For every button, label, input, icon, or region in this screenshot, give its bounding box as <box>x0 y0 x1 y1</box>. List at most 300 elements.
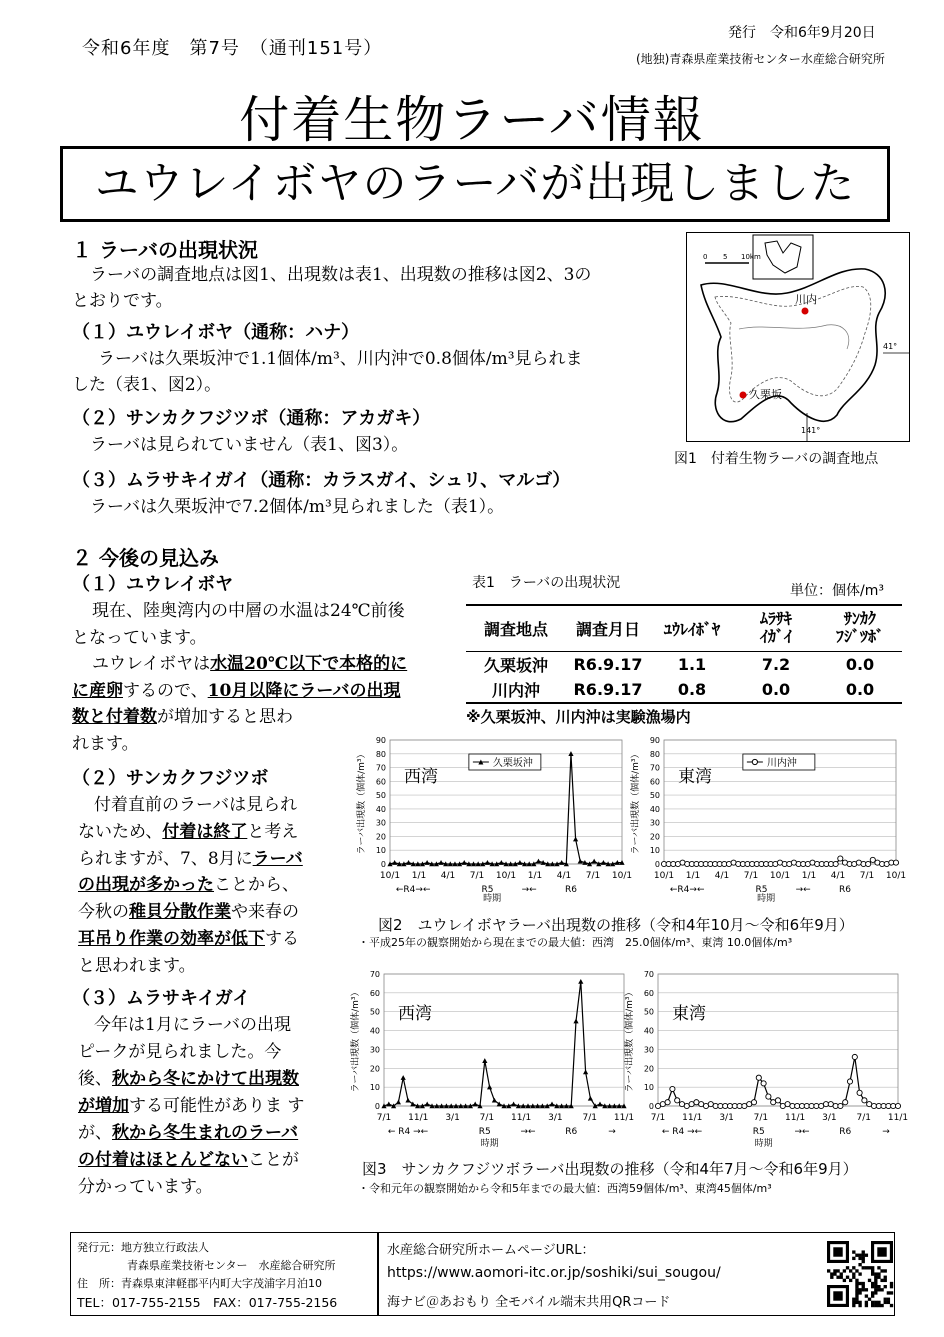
section1-intro-cont: とおりです。 <box>72 291 173 311</box>
qr-module <box>890 1291 893 1294</box>
publisher: (地独)青森県産業技術センター水産総合研究所 <box>636 52 885 66</box>
qr-module <box>884 1276 887 1279</box>
x-tick-label: 1/1 <box>685 871 701 881</box>
qr-module <box>836 1276 839 1279</box>
data-point <box>775 1098 780 1103</box>
qr-module <box>868 1279 871 1282</box>
y-tick-label: 50 <box>375 791 386 801</box>
inset-map <box>753 235 813 279</box>
s2-s3-line5a: が、 <box>78 1123 112 1143</box>
s2-s1-line5a: 数と付着数 <box>72 707 157 727</box>
s2-s3-line2: ピークが見られました。今 <box>78 1042 282 1062</box>
qr-module <box>862 1257 865 1260</box>
y-tick-label: 0 <box>374 1102 380 1111</box>
footer-publisher: 発行元：地方独立行政法人 <box>77 1241 209 1254</box>
table-header-date: 調査月日 <box>575 619 640 639</box>
x-tick-label: 11/1 <box>682 1113 703 1123</box>
region-label: 西湾 <box>404 767 438 788</box>
y-tick-label: 60 <box>649 777 660 787</box>
qr-module <box>846 1276 849 1279</box>
qr-module <box>871 1304 874 1307</box>
x-tick-label: 7/1 <box>585 871 601 881</box>
x-tick-label: 4/1 <box>830 871 846 881</box>
period-label: R5 <box>752 1127 765 1137</box>
table-cell: R6.9.17 <box>573 654 643 674</box>
fig3-east-chart <box>624 966 914 1152</box>
table-header-barnacle: ｻﾝｶｸ ﾌｼﾞﾂﾎﾞ <box>835 609 884 647</box>
x-tick-label: 4/1 <box>556 871 572 881</box>
qr-module <box>855 1285 858 1288</box>
qr-module <box>871 1272 874 1275</box>
qr-module <box>855 1254 858 1257</box>
qr-module <box>855 1269 858 1272</box>
period-label: ←R4→← <box>669 885 705 895</box>
x-tick-label: 10/1 <box>495 871 517 881</box>
qr-module <box>830 1276 833 1279</box>
qr-module <box>871 1301 874 1304</box>
s2-s2-line2c: と考え <box>247 821 299 842</box>
period-label: ← R4 →← <box>661 1127 703 1137</box>
s2-s2-line5a: 今秋の <box>78 902 129 923</box>
s2-s2-line1: 付着直前のラーバは見られ <box>94 795 298 815</box>
s2-s2-line5b: 稚貝分散作業 <box>129 902 231 923</box>
data-point <box>833 861 838 866</box>
qr-module <box>852 1276 855 1279</box>
data-point <box>761 1081 766 1086</box>
s2-s2-line6a: 耳吊り作業の効率が低下 <box>78 928 265 949</box>
data-point <box>499 860 504 865</box>
data-point <box>386 1102 391 1107</box>
y-tick-label: 20 <box>375 832 386 842</box>
s2-s1-line1: 現在、陸奥湾内の中層の水温は24℃前後 <box>92 601 405 621</box>
qr-module <box>874 1276 877 1279</box>
qr-module <box>887 1301 890 1304</box>
x-tick-label: 1/1 <box>527 871 543 881</box>
data-point <box>670 1086 675 1091</box>
x-tick-label: 10/1 <box>769 871 791 881</box>
y-tick-label: 50 <box>643 1007 654 1017</box>
qr-module <box>833 1269 836 1272</box>
data-point <box>511 1102 516 1107</box>
x-axis-label: 時期 <box>754 1139 773 1149</box>
s2-s3-line6b: ことが <box>248 1150 299 1170</box>
s2-s3-line4a: が増加 <box>78 1096 129 1116</box>
qr-module <box>849 1269 852 1272</box>
scale-label-5: 5 <box>723 253 728 261</box>
qr-module <box>871 1266 874 1269</box>
qr-code-icon[interactable] <box>827 1241 893 1307</box>
y-axis-label: ラーバ出現数（個体/m³） <box>357 749 367 855</box>
y-tick-label: 0 <box>648 1102 654 1111</box>
data-point <box>843 1100 848 1105</box>
x-tick-label: 1/1 <box>801 871 817 881</box>
qr-finder-core <box>877 1247 886 1256</box>
x-tick-label: 3/1 <box>548 1113 563 1123</box>
table-header-mussel: ﾑﾗｻｷ ｲｶﾞｲ <box>759 609 792 647</box>
s2-s3-line4b: する可能性がありま す <box>129 1096 305 1116</box>
data-point <box>592 859 597 864</box>
survey-map <box>686 232 910 442</box>
s2-s3-line6a: の付着はほとんどない <box>78 1150 248 1170</box>
period-label: → <box>608 1127 616 1137</box>
qr-module <box>836 1269 839 1272</box>
qr-module <box>884 1301 887 1304</box>
data-point <box>838 856 843 861</box>
y-tick-label: 20 <box>369 1064 380 1074</box>
x-tick-label: 7/1 <box>479 1113 495 1123</box>
x-tick-label: 1/1 <box>411 871 427 881</box>
data-point <box>766 1094 771 1099</box>
data-point <box>462 860 467 865</box>
table-cell: R6.9.17 <box>573 680 643 699</box>
qr-module <box>862 1254 865 1257</box>
table-cell: 0.0 <box>845 680 875 699</box>
qr-module <box>855 1282 858 1285</box>
data-point <box>601 860 606 865</box>
qr-module <box>871 1294 874 1297</box>
data-point <box>578 979 583 984</box>
s2-s2-line5c: や来春の <box>231 902 299 923</box>
data-point <box>588 1096 593 1101</box>
legend-label: 久栗坂沖 <box>492 758 533 769</box>
s2-s1-line3a: ユウレイボヤは <box>92 654 211 674</box>
qr-module <box>874 1282 877 1285</box>
s2-s1-line2: となっています。 <box>72 627 207 648</box>
qr-module <box>874 1301 877 1304</box>
s2-s1-line4b: するので、 <box>123 680 208 701</box>
period-label: →← <box>520 1127 536 1137</box>
data-point <box>675 1098 680 1103</box>
s2-species3-paragraph <box>78 1012 348 1201</box>
region-label: 東湾 <box>672 1003 706 1024</box>
figure3-caption: 図3 サンカクフジツボラーバ出現数の推移（令和4年7月～令和6年9月） <box>362 1160 858 1178</box>
mutsu-bay-map <box>687 233 909 441</box>
footer-qr-text: 海ナビ＠あおもり 全モバイル端末共用QRコード <box>387 1295 671 1310</box>
y-tick-label: 0 <box>380 860 386 869</box>
s1-species3-text: ラーバは久栗坂沖で7.2個体/m³見られました（表1）。 <box>90 497 505 517</box>
footer-url[interactable]: https://www.aomori-itc.or.jp/soshiki/sui_sougou/ <box>387 1265 721 1281</box>
x-tick-label: 11/1 <box>408 1113 429 1123</box>
period-label: R6 <box>565 1127 578 1137</box>
qr-module <box>874 1285 877 1288</box>
qr-module <box>830 1272 833 1275</box>
x-tick-label: 4/1 <box>714 871 730 881</box>
qr-module <box>862 1250 865 1253</box>
y-tick-label: 30 <box>375 818 386 828</box>
qr-module <box>874 1291 877 1294</box>
qr-module <box>868 1298 871 1301</box>
period-label: R6 <box>838 885 851 895</box>
x-tick-label: 7/1 <box>859 871 875 881</box>
qr-module <box>855 1301 858 1304</box>
data-point <box>583 1069 588 1074</box>
y-tick-label: 80 <box>375 749 386 759</box>
s2-s1-line6: れます。 <box>72 733 139 754</box>
x-axis-label: 時期 <box>757 894 776 904</box>
y-tick-label: 10 <box>649 846 660 856</box>
y-tick-label: 20 <box>649 832 660 842</box>
fig2-west-chart <box>350 732 632 902</box>
s2-s2-line4b: ことから、 <box>214 875 299 896</box>
qr-module <box>862 1288 865 1291</box>
s2-s1-line4c: 10月以降にラーバの出現 <box>207 680 401 701</box>
footer-phone: TEL：017-755-2155 FAX：017-755-2156 <box>77 1295 338 1310</box>
s2-s2-line3b: ラーバ <box>252 848 303 869</box>
qr-module <box>865 1301 868 1304</box>
data-point <box>425 860 430 865</box>
s2-s3-line5b: 秋から冬生まれのラーバ <box>112 1123 299 1143</box>
s2-s3-line3b: 秋から冬にかけて出現数 <box>112 1069 299 1089</box>
x-tick-label: 11/1 <box>613 1113 635 1123</box>
x-tick-label: 3/1 <box>719 1113 734 1123</box>
qr-module <box>874 1272 877 1275</box>
qr-module <box>880 1269 883 1272</box>
y-tick-label: 60 <box>369 988 380 998</box>
table-cell: 1.1 <box>677 654 707 674</box>
x-tick-label: 3/1 <box>445 1113 460 1123</box>
qr-module <box>840 1276 843 1279</box>
y-tick-label: 70 <box>643 970 654 979</box>
s1-species3-heading: （３）ムラサキイガイ（通称：カラスガイ、シュリ、マルゴ） <box>72 470 571 491</box>
x-tick-label: 3/1 <box>822 1113 837 1123</box>
qr-module <box>890 1285 893 1288</box>
qr-module <box>880 1304 883 1307</box>
data-point <box>549 1102 554 1107</box>
x-tick-label: 4/1 <box>440 871 456 881</box>
period-label: →← <box>795 885 811 895</box>
legend-marker <box>752 759 757 764</box>
y-tick-label: 70 <box>375 763 386 773</box>
x-tick-label: 10/1 <box>611 871 633 881</box>
qr-module <box>884 1285 887 1288</box>
footer-org: 青森県産業技術センター 水産総合研究所 <box>127 1259 336 1272</box>
longitude-label: 141° <box>801 426 821 435</box>
data-point <box>866 861 871 866</box>
period-label: R5 <box>478 1127 491 1137</box>
table-row <box>466 651 902 677</box>
s1-species1-heading: （１）ユウレイボヤ（通称：ハナ） <box>72 322 360 343</box>
y-tick-label: 90 <box>375 736 386 745</box>
qr-module <box>852 1301 855 1304</box>
s1-species2-heading: （２）サンカクフジツボ（通称：アカガキ） <box>72 408 431 429</box>
data-point <box>438 860 443 865</box>
table-cell: 久栗坂沖 <box>483 655 548 675</box>
qr-finder-core <box>833 1247 842 1256</box>
s2-s2-line7: と思われます。 <box>78 955 196 976</box>
table1-title: 表1 ラーバの出現状況 <box>472 575 621 591</box>
data-point <box>862 1098 867 1103</box>
region-label: 東湾 <box>678 767 712 788</box>
section1-heading: １ ラーバの出現状況 <box>72 238 258 262</box>
section1-intro: ラーバの調査地点は図1、出現数は表1、出現数の推移は図2、3の <box>90 265 592 285</box>
qr-module <box>858 1288 861 1291</box>
qr-module <box>858 1301 861 1304</box>
qr-module <box>843 1279 846 1282</box>
x-tick-label: 10/1 <box>379 871 401 881</box>
qr-module <box>877 1272 880 1275</box>
qr-module <box>852 1266 855 1269</box>
figure2-caption: 図2 ユウレイボヤラーバ出現数の推移（令和4年10月～令和6年9月） <box>378 916 854 934</box>
data-point <box>857 1090 862 1095</box>
qr-module <box>840 1272 843 1275</box>
y-tick-label: 70 <box>369 970 380 979</box>
s2-species1-heading: （１）ユウレイボヤ <box>72 574 234 595</box>
y-tick-label: 40 <box>643 1026 654 1036</box>
qr-module <box>862 1266 865 1269</box>
table1-note: ※久栗坂沖、川内沖は実験漁場内 <box>466 708 691 726</box>
qr-module <box>843 1269 846 1272</box>
y-tick-label: 70 <box>649 763 660 773</box>
qr-module <box>874 1304 877 1307</box>
qr-module <box>858 1272 861 1275</box>
bay-coastline <box>701 269 885 422</box>
s2-s3-line7: 分かっています。 <box>78 1177 213 1197</box>
x-tick-label: 7/1 <box>650 1113 666 1123</box>
latitude-label: 41° <box>883 342 898 351</box>
data-point <box>517 860 522 865</box>
x-tick-label: 11/1 <box>511 1113 532 1123</box>
publication-date: 発行 令和6年9月20日 <box>728 25 876 41</box>
qr-module <box>877 1266 880 1269</box>
qr-module <box>884 1269 887 1272</box>
qr-finder-core <box>833 1291 842 1300</box>
table-cell: 0.0 <box>845 654 875 674</box>
table-cell: 川内沖 <box>491 681 540 700</box>
x-tick-label: 7/1 <box>376 1113 392 1123</box>
qr-module <box>827 1269 830 1272</box>
s2-s2-line2b: 付着は終了 <box>162 821 248 842</box>
y-tick-label: 10 <box>643 1083 654 1093</box>
x-tick-label: 7/1 <box>582 1113 597 1123</box>
qr-module <box>871 1285 874 1288</box>
qr-module <box>890 1304 893 1307</box>
site-kuguriza-label: 久栗坂 <box>749 388 782 401</box>
qr-module <box>855 1298 858 1301</box>
data-point <box>751 1100 756 1105</box>
x-axis-label: 時期 <box>480 1139 499 1149</box>
site-kawauchi-marker <box>802 308 809 315</box>
headline-box: ユウレイボヤのラーバが出現しました <box>60 146 890 222</box>
y-axis-label: ラーバ出現数（個体/m³） <box>631 749 641 855</box>
x-tick-label: 7/1 <box>753 1113 769 1123</box>
data-point <box>559 860 564 865</box>
period-label: → <box>882 1127 890 1137</box>
footer-url-label: 水産総合研究所ホームページURL： <box>387 1243 595 1258</box>
x-tick-label: 7/1 <box>743 871 759 881</box>
table-header-site: 調査地点 <box>483 619 548 639</box>
qr-module <box>862 1260 865 1263</box>
data-point <box>536 859 541 864</box>
qr-module <box>877 1304 880 1307</box>
data-point <box>895 1103 900 1108</box>
scale-label-0: 0 <box>703 253 708 261</box>
s1-species2-text: ラーバは見られていません（表1、図3）。 <box>90 435 409 455</box>
newsletter-title: 付着生物ラーバ情報 <box>239 91 705 149</box>
legend-label: 川内沖 <box>766 758 797 769</box>
y-tick-label: 40 <box>649 804 660 814</box>
figure3-note: ・令和元年の観察開始から令和5年までの最大値：西湾59個体/m³、東湾45個体/m³ <box>358 1182 772 1195</box>
qr-module <box>855 1294 858 1297</box>
qr-module <box>852 1298 855 1301</box>
table1-unit: 単位：個体/m³ <box>790 583 884 599</box>
qr-module <box>849 1279 852 1282</box>
data-point <box>665 1100 670 1105</box>
data-point <box>578 859 583 864</box>
qr-module <box>855 1291 858 1294</box>
data-point <box>492 1098 497 1103</box>
qr-module <box>846 1266 849 1269</box>
period-label: ← R4 →← <box>387 1127 429 1137</box>
qr-module <box>852 1250 855 1253</box>
s1-species1-text: ラーバは久栗坂沖で1.1個体/m³、川内沖で0.8個体/m³見られま <box>98 349 583 369</box>
qr-module <box>852 1257 855 1260</box>
data-point <box>401 1075 406 1080</box>
qr-module <box>890 1282 893 1285</box>
region-label: 西湾 <box>398 1003 432 1024</box>
s2-species2-heading: （２）サンカクフジツボ <box>72 768 269 789</box>
table-row <box>466 677 902 703</box>
x-tick-label: 11/1 <box>785 1113 806 1123</box>
data-point <box>405 1098 410 1103</box>
qr-module <box>862 1282 865 1285</box>
table-cell: 0.8 <box>677 680 707 699</box>
qr-module <box>855 1288 858 1291</box>
y-tick-label: 30 <box>649 818 660 828</box>
y-tick-label: 80 <box>649 749 660 759</box>
s2-species3-heading: （３）ムラサキイガイ <box>72 988 251 1009</box>
footer-address: 住 所：青森県東津軽郡平内町大字茂浦字月泊10 <box>77 1277 322 1290</box>
data-point <box>485 860 490 865</box>
qr-module <box>858 1282 861 1285</box>
qr-module <box>858 1257 861 1260</box>
site-kuguriza-marker <box>740 392 747 399</box>
qr-module <box>871 1269 874 1272</box>
figure1-caption: 図1 付着生物ラーバの調査地点 <box>674 451 879 467</box>
data-point <box>838 1103 843 1108</box>
table-cell: 0.0 <box>761 680 791 699</box>
s2-species2-paragraph <box>78 792 348 980</box>
qr-module <box>858 1263 861 1266</box>
qr-module <box>877 1288 880 1291</box>
period-label: R5 <box>481 885 494 895</box>
footer-divider <box>377 1233 379 1315</box>
s2-s2-line6b: する <box>265 928 299 949</box>
y-tick-label: 60 <box>375 777 386 787</box>
s2-s1-line5b: が増加すると思わ <box>157 707 293 727</box>
issue-number: 令和6年度 第7号 （通刊151号） <box>82 38 383 59</box>
y-tick-label: 50 <box>649 791 660 801</box>
data-point <box>893 860 898 865</box>
site-kawauchi-label: 川内 <box>795 293 817 306</box>
data-point <box>597 1102 602 1107</box>
s2-s2-line3a: られますが、7、8月に <box>78 848 253 869</box>
qr-module <box>862 1285 865 1288</box>
period-label: R6 <box>564 885 577 895</box>
section2-heading: ２ 今後の見込み <box>72 546 219 570</box>
qr-module <box>858 1254 861 1257</box>
table-cell: 7.2 <box>761 654 791 674</box>
data-point <box>392 860 397 865</box>
scale-label-10: 10km <box>741 253 761 261</box>
qr-module <box>877 1301 880 1304</box>
qr-module <box>865 1294 868 1297</box>
table1 <box>466 604 902 704</box>
plot-frame <box>658 974 898 1106</box>
qr-module <box>880 1279 883 1282</box>
s2-s3-line1: 今年は1月にラーバの出現 <box>94 1015 291 1035</box>
y-tick-label: 30 <box>643 1045 654 1055</box>
period-label: R5 <box>755 885 768 895</box>
